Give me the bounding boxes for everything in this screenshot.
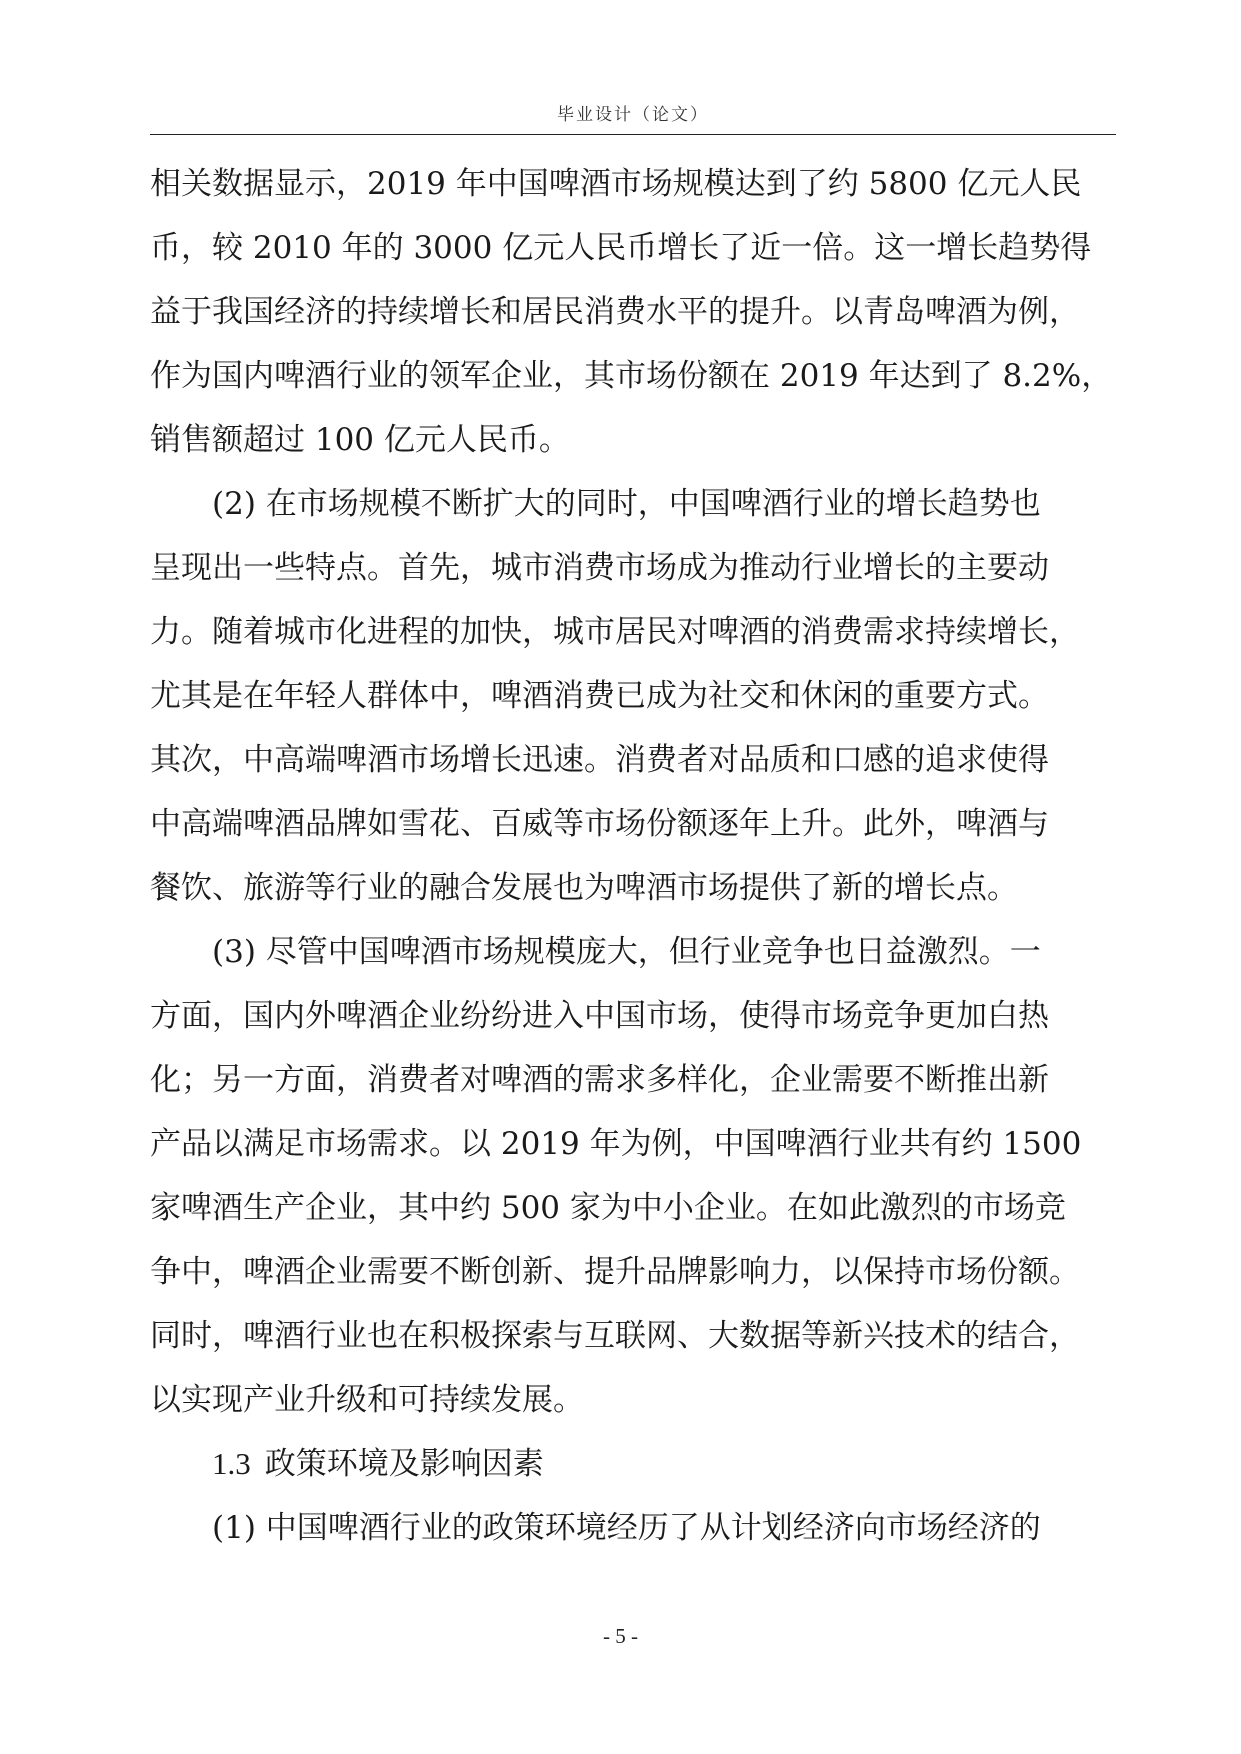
text-line: (3) 尽管中国啤酒市场规模庞大，但行业竞争也日益激烈。一 (150, 934, 1041, 970)
section-title: 政策环境及影响因素 (264, 1446, 544, 1482)
text-line: 力。随着城市化进程的加快，城市居民对啤酒的消费需求持续增长， (150, 614, 1080, 650)
text-line: 作为国内啤酒行业的领军企业，其市场份额在 2019 年达到了 8.2%， (150, 358, 1113, 394)
text-line: 产品以满足市场需求。以 2019 年为例，中国啤酒行业共有约 1500 (150, 1126, 1082, 1162)
text-line: 同时，啤酒行业也在积极探索与互联网、大数据等新兴技术的结合， (150, 1318, 1080, 1354)
text-line: 销售额超过 100 亿元人民币。 (150, 422, 570, 458)
text-line: 餐饮、旅游等行业的融合发展也为啤酒市场提供了新的增长点。 (150, 870, 1018, 906)
text-line: 争中，啤酒企业需要不断创新、提升品牌影响力，以保持市场份额。 (150, 1254, 1080, 1290)
text-line: (1) 中国啤酒行业的政策环境经历了从计划经济向市场经济的 (150, 1510, 1041, 1546)
body-text (150, 152, 1116, 1560)
section-number: 1.3 (212, 1446, 251, 1481)
header-divider (150, 134, 1116, 135)
text-line: 尤其是在年轻人群体中，啤酒消费已成为社交和休闲的重要方式。 (150, 678, 1049, 714)
text-line: 中高端啤酒品牌如雪花、百威等市场份额逐年上升。此外，啤酒与 (150, 806, 1049, 842)
text-line: 化；另一方面，消费者对啤酒的需求多样化，企业需要不断推出新 (150, 1062, 1049, 1098)
page-header-title: 毕业设计（论文） (557, 105, 709, 125)
page-number: - 5 - (603, 1624, 638, 1648)
text-line: 以实现产业升级和可持续发展。 (150, 1382, 584, 1418)
text-line: 币，较 2010 年的 3000 亿元人民币增长了近一倍。这一增长趋势得 (150, 230, 1092, 266)
text-line: 方面，国内外啤酒企业纷纷进入中国市场，使得市场竞争更加白热 (150, 998, 1049, 1034)
text-line: (2) 在市场规模不断扩大的同时，中国啤酒行业的增长趋势也 (150, 486, 1041, 522)
text-line: 益于我国经济的持续增长和居民消费水平的提升。以青岛啤酒为例， (150, 294, 1080, 330)
section-heading (150, 1432, 1116, 1496)
text-line: 呈现出一些特点。首先，城市消费市场成为推动行业增长的主要动 (150, 550, 1049, 586)
text-line: 其次，中高端啤酒市场增长迅速。消费者对品质和口感的追求使得 (150, 742, 1049, 778)
text-line: 家啤酒生产企业，其中约 500 家为中小企业。在如此激烈的市场竞 (150, 1190, 1066, 1226)
text-line: 相关数据显示，2019 年中国啤酒市场规模达到了约 5800 亿元人民 (150, 166, 1082, 202)
